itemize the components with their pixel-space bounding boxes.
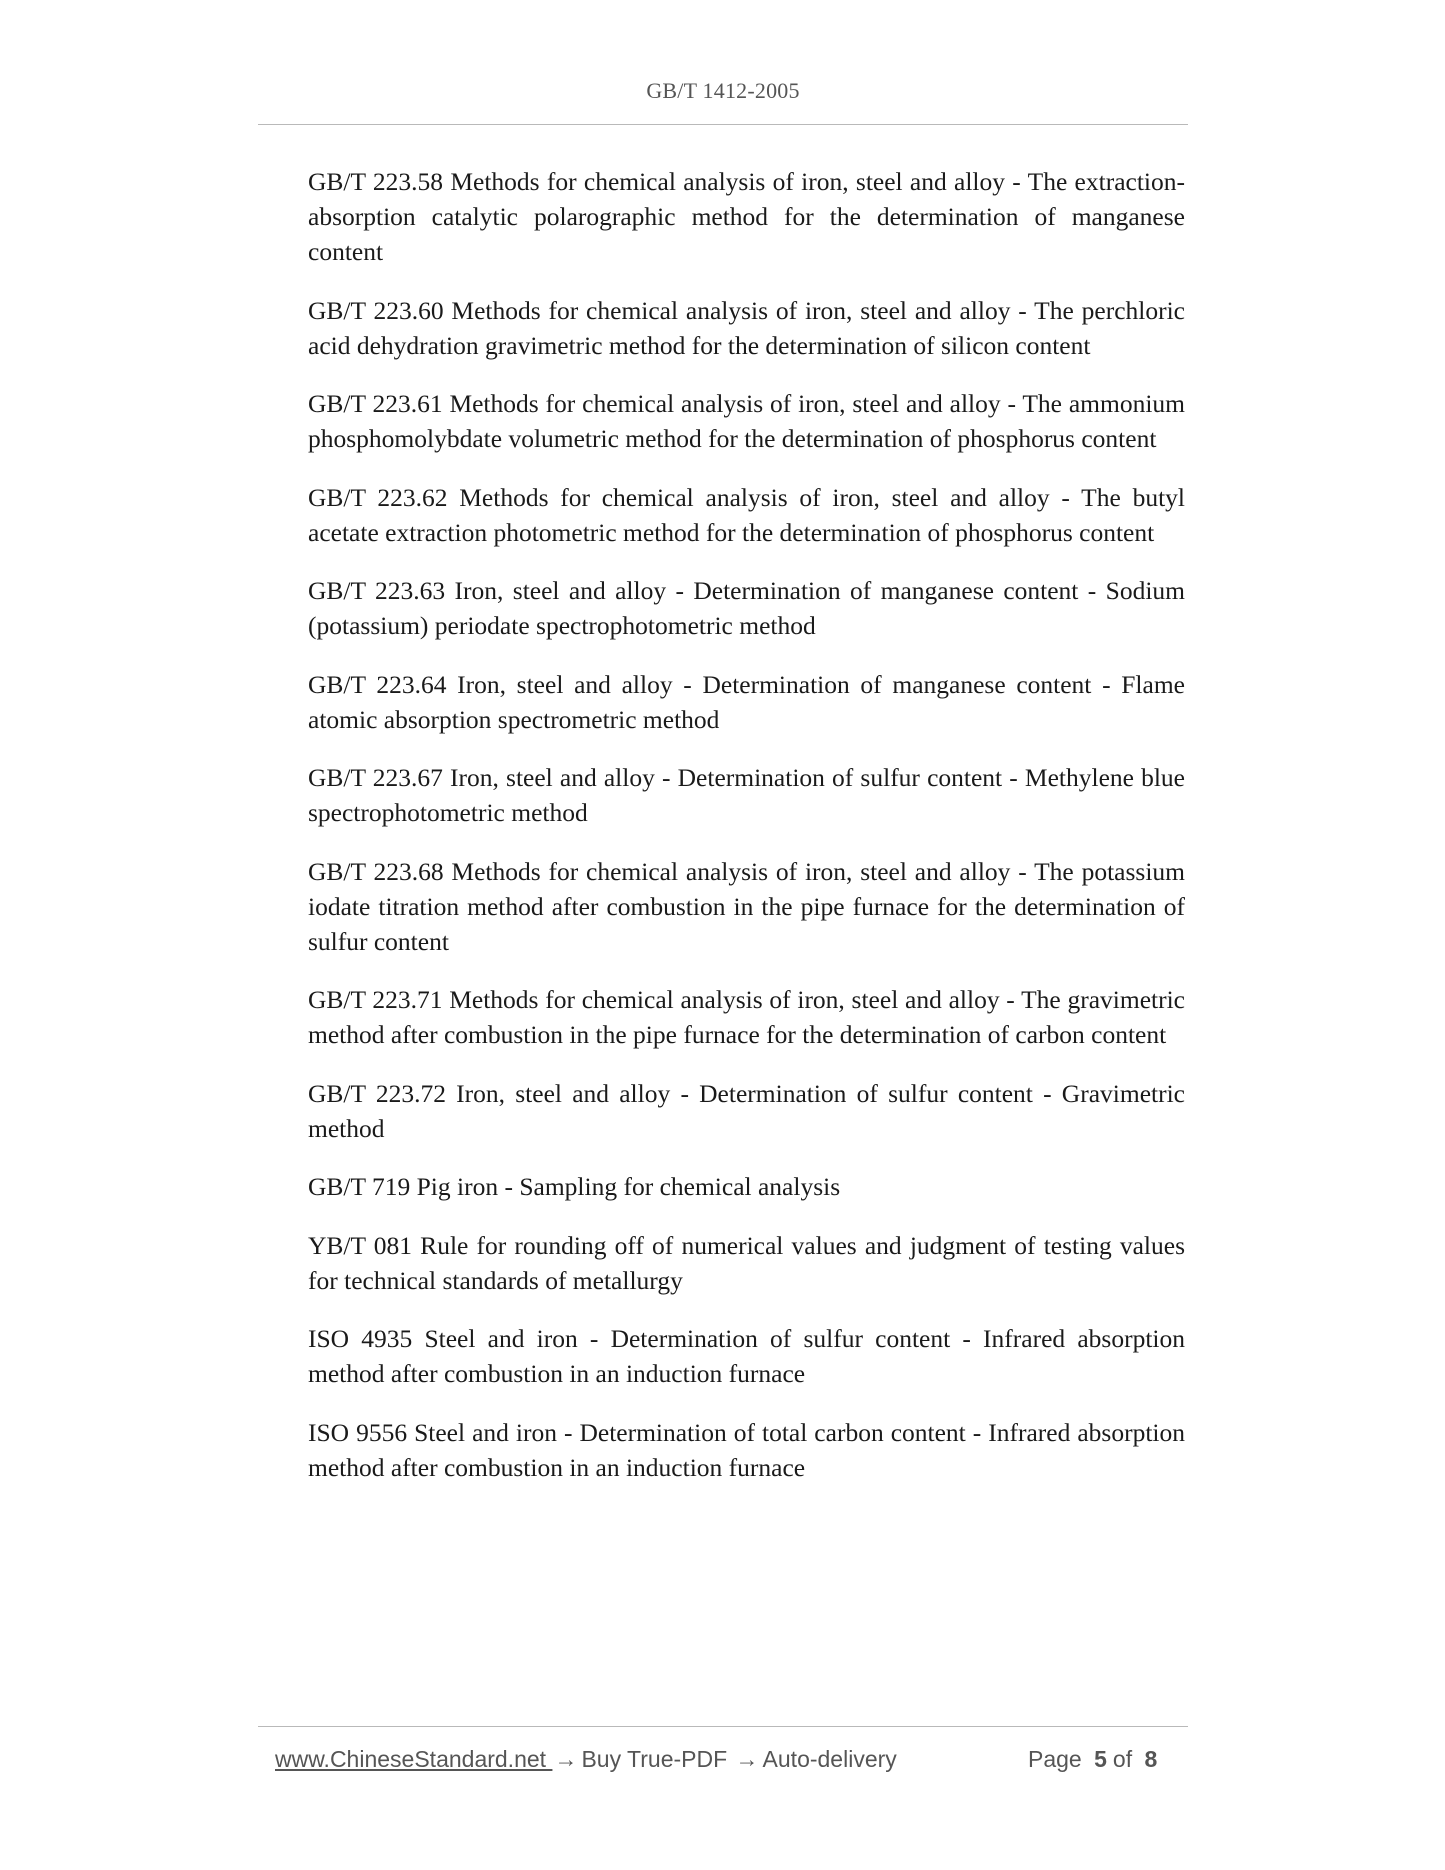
total-pages-number: 8	[1144, 1746, 1158, 1772]
arrow-right-icon: →	[735, 1746, 759, 1772]
reference-item: GB/T 719 Pig iron - Sampling for chemical analysis	[308, 1172, 841, 1201]
buy-true-pdf-label: Buy True-PDF	[581, 1746, 728, 1772]
reference-item: GB/T 223.72 Iron, steel and alloy - Determination of sulfur content - Gravimetric method	[308, 1078, 1185, 1143]
current-page-number: 5	[1094, 1746, 1107, 1772]
reference-item: ISO 9556 Steel and iron - Determination of total carbon content - Infrared absorption method after combustion in an induction furnace	[308, 1417, 1185, 1482]
reference-item: GB/T 223.60 Methods for chemical analysis of iron, steel and alloy - The perchloric acid dehydration gravimetric method for the determination of silicon content	[308, 295, 1185, 360]
page-header-doc-code: GB/T 1412-2005	[646, 78, 800, 103]
footer-divider	[258, 1726, 1188, 1727]
reference-item: GB/T 223.71 Methods for chemical analysis of iron, steel and alloy - The gravimetric method after combustion in the pipe furnace for the determination of carbon content	[308, 985, 1185, 1049]
auto-delivery-label: Auto-delivery	[762, 1746, 897, 1772]
site-link[interactable]: www.ChineseStandard.net	[275, 1746, 553, 1772]
page-word: Page	[1028, 1746, 1082, 1772]
reference-item: GB/T 223.64 Iron, steel and alloy - Determination of manganese content - Flame atomic absorption spectrometric method	[308, 669, 1185, 734]
page-footer	[275, 1746, 1175, 1773]
of-word: of	[1112, 1746, 1133, 1772]
header-divider	[258, 124, 1188, 125]
reference-item: ISO 4935 Steel and iron - Determination of sulfur content - Infrared absorption method after combustion in an induction furnace	[308, 1324, 1185, 1388]
reference-item: GB/T 223.61 Methods for chemical analysis of iron, steel and alloy - The ammonium phosphomolybdate volumetric method for the determination of phosphorus content	[308, 389, 1185, 453]
reference-item: GB/T 223.58 Methods for chemical analysis of iron, steel and alloy - The extraction-absorption catalytic polarographic method for the determination of manganese content	[308, 167, 1185, 266]
reference-item: GB/T 223.67 Iron, steel and alloy - Determination of sulfur content - Methylene blue spectrophotometric method	[308, 763, 1185, 827]
reference-item: GB/T 223.68 Methods for chemical analysis of iron, steel and alloy - The potassium iodate titration method after combustion in the pipe furnace for the determination of sulfur content	[308, 856, 1185, 956]
page-indicator	[1028, 1746, 1163, 1773]
reference-item: GB/T 223.62 Methods for chemical analysis of iron, steel and alloy - The butyl acetate extraction photometric method for the determination of phosphorus content	[308, 482, 1185, 547]
reference-item: YB/T 081 Rule for rounding off of numerical values and judgment of testing values for technical standards of metallurgy	[308, 1230, 1185, 1295]
normative-references-list	[308, 164, 1185, 1508]
reference-item: GB/T 223.63 Iron, steel and alloy - Determination of manganese content - Sodium (potassium) periodate spectrophotometric method	[308, 576, 1185, 640]
arrow-right-icon: →	[554, 1746, 578, 1772]
